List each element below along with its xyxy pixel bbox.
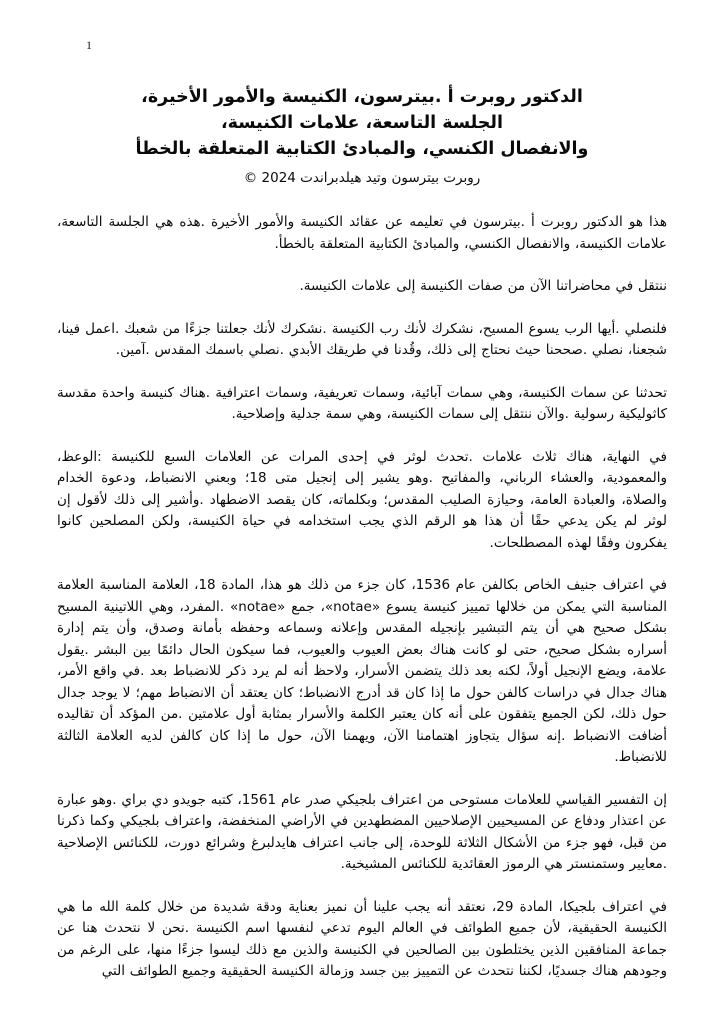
title-line-2: الجلسة التاسعة، علامات الكنيسة،	[221, 113, 503, 133]
paragraph-7: إن التفسير القياسي للعلامات مستوحى من اعتراف بلجيكي صدر عام 1561، كتبه جويدو دي براي .وهو عبارة عن اعتذار ودفاع عن المسيحيين الإصلاحيين المضطهدين في الأراضي المنخفضة، واعتراف بلجيكي وكما ذكرنا من قبل، فهو جزء من الأشكال الثلاثة للوحدة، إلى جانب اعتراف هايدلبرغ وشرائع دورت، للكنائس الإصلاحية .معايير وستمنستر هي الرموز العقائدية للكنائس المشيخية.	[57, 791, 667, 872]
byline: روبرت بيترسون وتيد هيلدبراندت 2024 ©	[243, 170, 481, 186]
title-line-3: والانفصال الكنسي، والمبادئ الكتابية المتعلقة بالخطأ	[135, 139, 589, 159]
paragraph-2: ننتقل في محاضراتنا الآن من صفات الكنيسة إلى علامات الكنيسة.	[299, 278, 667, 294]
title-line-1: الدكتور روبرت أ .بيترسون، الكنيسة والأمور الأخيرة،	[141, 87, 583, 107]
paragraph-6: في اعتراف جنيف الخاص بكالفن عام 1536، كان جزء من ذلك هو هذا، المادة 18، العلامة المناسبة العلامة المناسبة التي يمكن من خلالها تمييز كنيسة يسوع «notae»، جمع «notae» .المفرد، وهي اللاتينية المسيح بشكل صحيح هي أن يتم التبشير بإنجيله المقدس وإعلانه وسماعه وحفظه بأمانة وصدق، وأن يتم إدارة أسراره بشكل صحيح، حتى لو كانت هناك بعض العيوب والعيوب، فما سيكون الحال دائمًا بين البشر .يقول علامة، ويضع الإنجيل أولاً، لكنه بعد ذلك يتضمن الأسرار، ولاحظ أنه لم يرد ذكر للانضباط بعد .في واقع الأمر، هناك جدال في دراسات كالفن حول ما إذا كان قد أدرج الانضباط؛ كان يعتقد أن الانضباط مهم؛ لا يوجد جدال حول ذلك، لكن الجميع يتفقون على أنه كان يعتبر الكلمة والأسرار بمثابة أول علامتين .من المؤكد أن تقاليده أضافت الانضباط .إنه سؤال يتجاوز اهتمامنا الآن، ويهمنا الآن، حول ما إذا كان كالفن لديه العلامة الثالثة للانضباط.	[57, 577, 667, 765]
page-number: 1	[86, 38, 92, 52]
document-body	[57, 212, 667, 983]
paragraph-1: هذا هو الدكتور روبرت أ .بيترسون في تعليمه عن عقائد الكنيسة والأمور الأخيرة .هذه هي الجلسة التاسعة، علامات الكنيسة، والانفصال الكنسي، والمبادئ الكتابية المتعلقة بالخطأ.	[57, 214, 667, 252]
paragraph-5: في النهاية، هناك ثلاث علامات .تحدث لوثر في إحدى المرات عن العلامات السبع للكنيسة :الوعظ، والمعمودية، والعشاء الرباني، والمفاتيح .وهو يشير إلى إنجيل متى 18؛ وبعني الانضباط، ودعوة الخدام والصلاة، والعبادة العامة، وحيازة الصليب المقدس؛ وبكلماته، كان يقصد الاضطهاد .وأشير إلى ذلك لأقول إن لوثر لم يكن يدعي حقًا أن هذا هو الرقم الذي يجب استخدامه في حياة الكنيسة، ولكن المصلحين كانوا يفكرون وفقًا لهذه المصطلحات.	[57, 448, 668, 551]
document-title	[57, 84, 667, 162]
paragraph-8: في اعتراف بلجيكا، المادة 29، نعتقد أنه يجب علينا أن نميز بعناية ودقة شديدة من خلال كلمة الله ما هي الكنيسة الحقيقية، لأن جميع الطوائف في العالم اليوم تدعي لنفسها اسم الكنيسة .نحن لا نتحدث هنا عن جماعة المنافقين الذين يختلطون بين الصالحين في الكنيسة والذين مع ذلك ليسوا جزءًا منها، على الرغم من وجودهم هناك جسديًا، لكننا نتحدث عن التمييز بين جسد وزمالة الكنيسة الحقيقية وجميع الطوائف التي	[57, 898, 667, 979]
paragraph-3: فلنصلي .أيها الرب يسوع المسيح، نشكرك لأنك رب الكنيسة .نشكرك لأنك جعلتنا جزءًا من شعبك .اعمل فينا، شجعنا، نصلي .صححنا حيث نحتاج إلى ذلك، وقُدنا في طريقك الأبدي .نصلي باسمك المقدس .آمين.	[57, 320, 667, 358]
paragraph-4: تحدثنا عن سمات الكنيسة، وهي سمات آبائية، وسمات تعريفية، وسمات اعترافية .هناك كنيسة واحدة مقدسة كاثوليكية رسولية .والآن ننتقل إلى سمات الكنيسة، وهي سمة جدلية وإصلاحية.	[57, 384, 667, 422]
